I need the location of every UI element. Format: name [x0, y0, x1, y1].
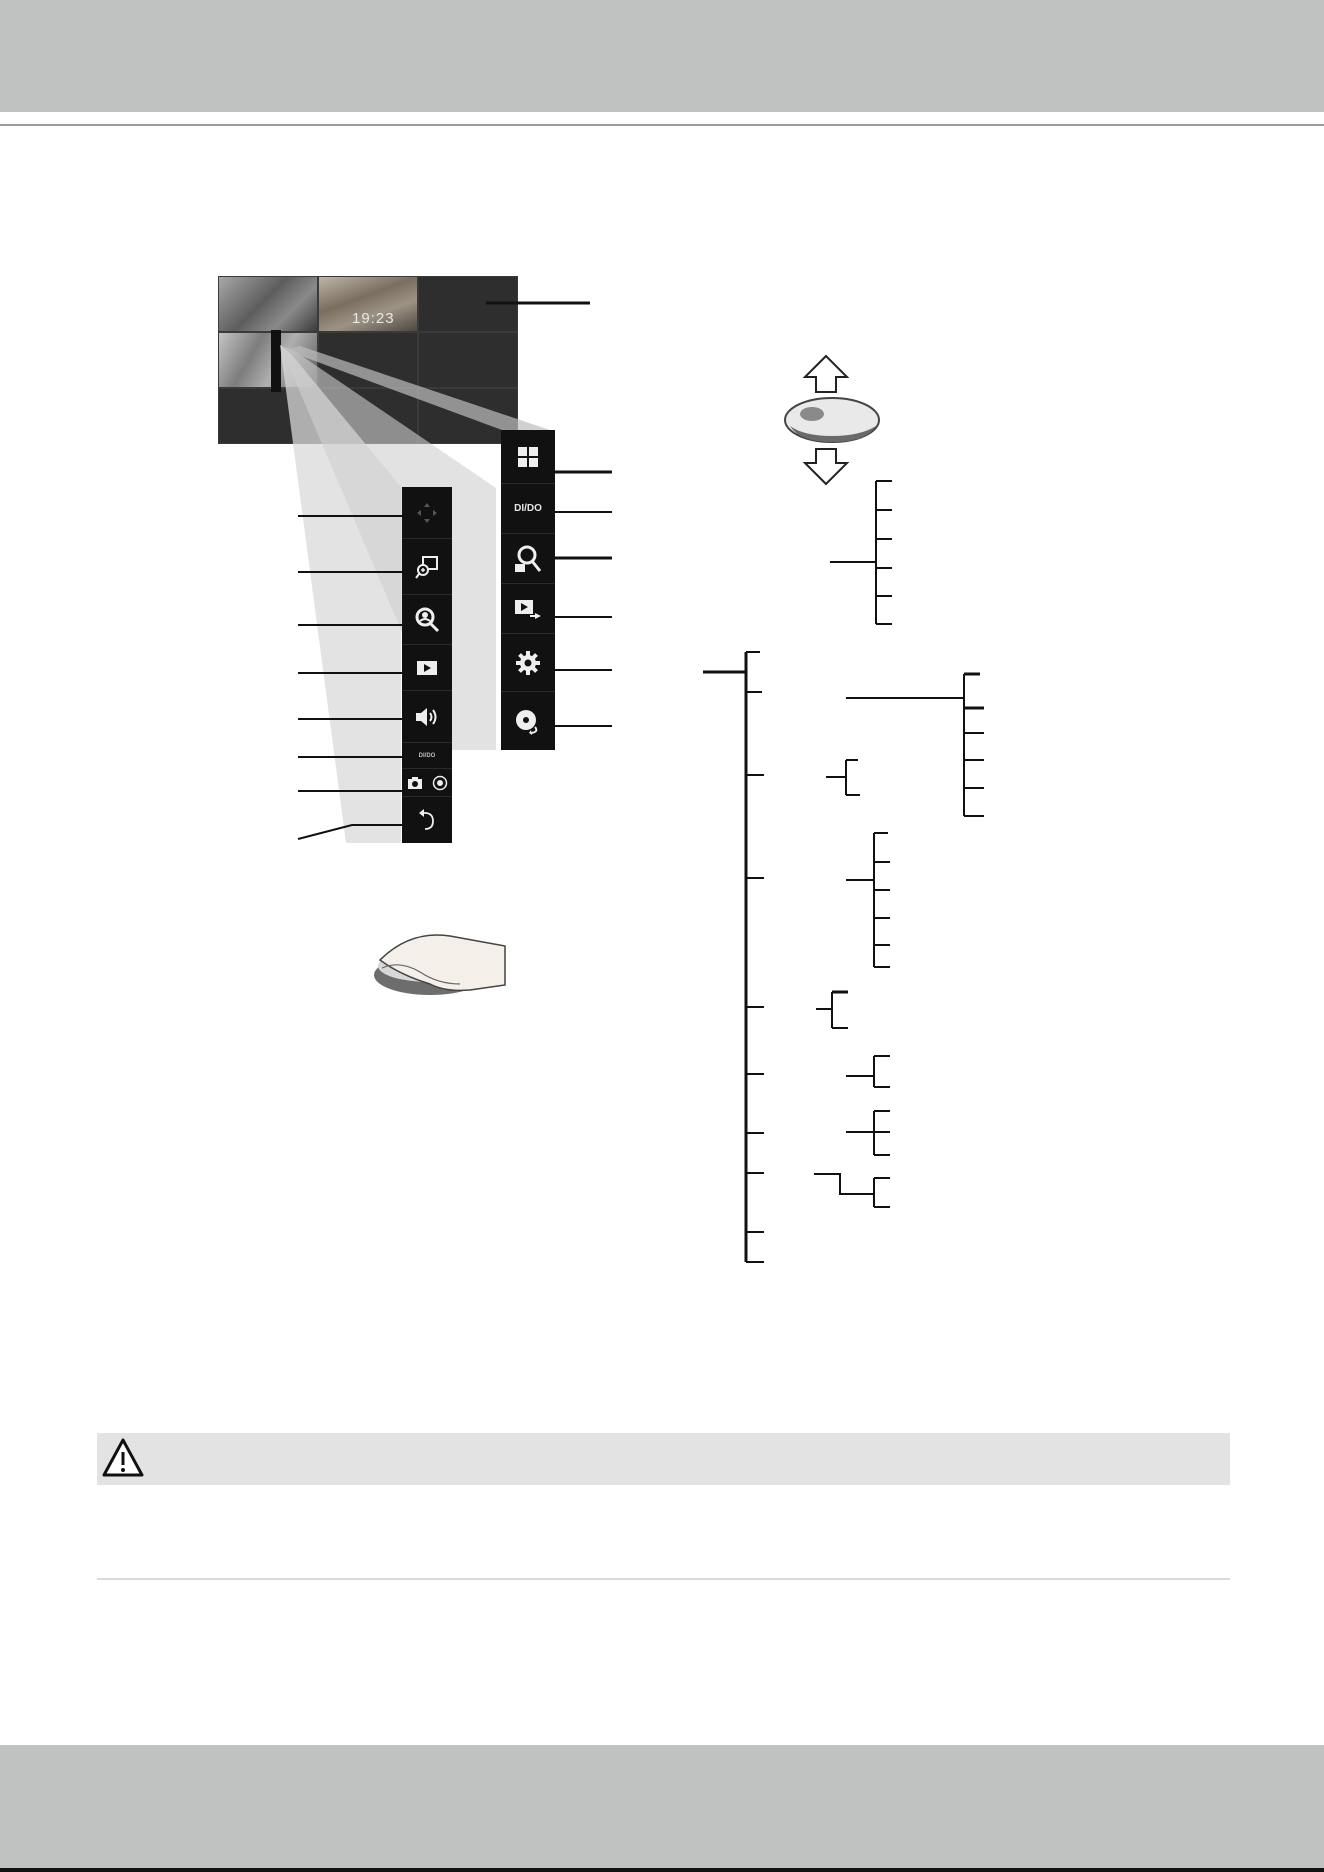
- export-video-button[interactable]: [501, 584, 555, 634]
- audio-button[interactable]: [402, 691, 452, 743]
- page-bottom-edge: [0, 1868, 1324, 1872]
- layout-button[interactable]: [501, 430, 555, 484]
- di-do-small-label: DI/DO: [418, 752, 436, 759]
- ptz-button[interactable]: [402, 487, 452, 539]
- tree-branch-g: [814, 1174, 890, 1207]
- tree-branch-a: [846, 674, 984, 816]
- settings-button[interactable]: [501, 634, 555, 692]
- gear-icon: [515, 650, 541, 676]
- digital-zoom-button[interactable]: [402, 539, 452, 595]
- grid-layout-icon: [517, 446, 539, 468]
- right-toolbar-callouts: [550, 472, 612, 726]
- tree-branch-b: [826, 760, 860, 795]
- page-footer-band: [0, 1745, 1324, 1872]
- tree-main: [703, 652, 764, 1262]
- warning-triangle-icon: [101, 1436, 145, 1480]
- search-playback-icon: [513, 544, 543, 574]
- playback-button[interactable]: [402, 645, 452, 691]
- storage-button[interactable]: [501, 692, 555, 750]
- back-button[interactable]: [402, 797, 452, 843]
- disk-icon: [513, 707, 543, 735]
- snapshot-record-row: [402, 769, 452, 797]
- scroll-mouse-illustration: [785, 356, 879, 484]
- record-icon[interactable]: [432, 775, 448, 791]
- scroll-down-arrow-icon: [805, 449, 847, 484]
- tree-branch-f: [846, 1111, 890, 1155]
- tree-upper: [830, 481, 892, 624]
- scroll-up-arrow-icon: [805, 356, 847, 392]
- hand-mouse-illustration: [374, 935, 505, 995]
- digital-zoom-icon: [414, 554, 440, 580]
- camera-toolbar: [402, 487, 452, 843]
- tree-branch-d: [816, 992, 848, 1028]
- fisheye-search-icon: [413, 606, 441, 634]
- export-video-icon: [513, 597, 543, 621]
- ptz-arrows-icon: [416, 502, 438, 524]
- speaker-icon: [414, 706, 440, 728]
- rotate-back-icon: [416, 807, 438, 833]
- tree-branch-e: [846, 1056, 890, 1087]
- notice-box: [97, 1433, 1230, 1485]
- di-do-button-small[interactable]: [402, 743, 452, 769]
- search-playback-button[interactable]: [501, 534, 555, 584]
- camera-clock: 19:23: [352, 310, 395, 327]
- di-do-text-icon: DI/DO: [514, 503, 542, 514]
- fisheye-button[interactable]: [402, 595, 452, 645]
- main-toolbar: [501, 430, 555, 750]
- footer-rule: [97, 1578, 1230, 1580]
- tree-branch-c: [846, 833, 890, 967]
- di-do-button[interactable]: [501, 484, 555, 534]
- play-icon: [416, 659, 438, 677]
- camera-snapshot-icon[interactable]: [407, 776, 423, 790]
